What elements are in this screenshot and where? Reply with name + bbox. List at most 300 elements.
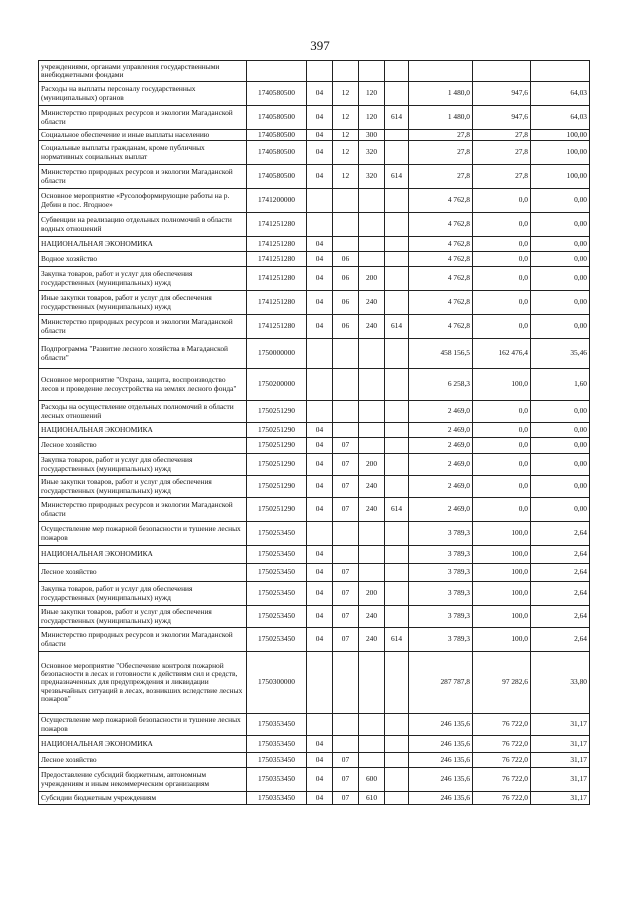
target-code-cell: 1750251290: [247, 498, 307, 522]
executed-amount-cell: 0,0: [473, 252, 531, 267]
row-name-cell: Социальное обеспечение и иные выплаты населению: [39, 130, 247, 141]
section-cell: 04: [307, 498, 333, 522]
table-row: [39, 141, 590, 165]
table-row: [39, 522, 590, 546]
target-code-cell: 1750253450: [247, 606, 307, 628]
approved-amount-cell: 2 469,0: [409, 498, 473, 522]
expense-type-cell: [359, 423, 385, 438]
expense-type-cell: 200: [359, 454, 385, 476]
subsection-cell: [333, 237, 359, 252]
execution-percent-cell: 2,64: [531, 546, 590, 564]
subsection-cell: 07: [333, 454, 359, 476]
subsection-cell: 12: [333, 141, 359, 165]
approved-amount-cell: 2 469,0: [409, 401, 473, 423]
section-cell: 04: [307, 267, 333, 291]
section-cell: [307, 339, 333, 369]
subsection-cell: [333, 423, 359, 438]
expense-type-cell: 240: [359, 315, 385, 339]
table-row: [39, 736, 590, 753]
ministry-code-cell: 614: [385, 165, 409, 189]
executed-amount-cell: 0,0: [473, 476, 531, 498]
expense-type-cell: [359, 339, 385, 369]
executed-amount-cell: 27,8: [473, 130, 531, 141]
ministry-code-cell: [385, 454, 409, 476]
executed-amount-cell: 100,0: [473, 628, 531, 652]
table-row: [39, 423, 590, 438]
subsection-cell: 07: [333, 768, 359, 792]
expense-type-cell: 240: [359, 498, 385, 522]
expense-type-cell: 240: [359, 606, 385, 628]
target-code-cell: 1740580500: [247, 141, 307, 165]
execution-percent-cell: 35,46: [531, 339, 590, 369]
execution-percent-cell: 0,00: [531, 498, 590, 522]
execution-percent-cell: 0,00: [531, 252, 590, 267]
subsection-cell: [333, 546, 359, 564]
row-name-cell: Лесное хозяйство: [39, 438, 247, 454]
expense-type-cell: [359, 438, 385, 454]
approved-amount-cell: 246 135,6: [409, 768, 473, 792]
expense-type-cell: 120: [359, 106, 385, 130]
section-cell: 04: [307, 106, 333, 130]
section-cell: [307, 522, 333, 546]
execution-percent-cell: 0,00: [531, 423, 590, 438]
row-name-cell: Министерство природных ресурсов и экологии Магаданской области: [39, 106, 247, 130]
executed-amount-cell: 76 722,0: [473, 768, 531, 792]
executed-amount-cell: 0,0: [473, 315, 531, 339]
execution-percent-cell: 0,00: [531, 267, 590, 291]
ministry-code-cell: [385, 736, 409, 753]
approved-amount-cell: 458 156,5: [409, 339, 473, 369]
approved-amount-cell: 2 469,0: [409, 438, 473, 454]
approved-amount-cell: 4 762,8: [409, 237, 473, 252]
executed-amount-cell: 27,8: [473, 141, 531, 165]
approved-amount-cell: 3 789,3: [409, 628, 473, 652]
table-row: [39, 438, 590, 454]
subsection-cell: [333, 652, 359, 714]
table-row: [39, 454, 590, 476]
section-cell: [307, 213, 333, 237]
expense-type-cell: 610: [359, 792, 385, 805]
target-code-cell: 1740580500: [247, 130, 307, 141]
ministry-code-cell: [385, 401, 409, 423]
expense-type-cell: 200: [359, 267, 385, 291]
row-name-cell: Иные закупки товаров, работ и услуг для обеспечения государственных (муниципальных) нужд: [39, 291, 247, 315]
expense-type-cell: [359, 189, 385, 213]
target-code-cell: 1750251290: [247, 423, 307, 438]
ministry-code-cell: [385, 339, 409, 369]
executed-amount-cell: 76 722,0: [473, 714, 531, 736]
row-name-cell: Иные закупки товаров, работ и услуг для обеспечения государственных (муниципальных) нужд: [39, 606, 247, 628]
section-cell: 04: [307, 454, 333, 476]
approved-amount-cell: 246 135,6: [409, 792, 473, 805]
section-cell: 04: [307, 237, 333, 252]
subsection-cell: [333, 369, 359, 401]
row-name-cell: Водное хозяйство: [39, 252, 247, 267]
target-code-cell: 1740580500: [247, 165, 307, 189]
executed-amount-cell: 100,0: [473, 582, 531, 606]
section-cell: 04: [307, 252, 333, 267]
executed-amount-cell: 100,0: [473, 546, 531, 564]
approved-amount-cell: 4 762,8: [409, 315, 473, 339]
section-cell: [307, 714, 333, 736]
subsection-cell: 06: [333, 252, 359, 267]
subsection-cell: 07: [333, 476, 359, 498]
target-code-cell: 1750200000: [247, 369, 307, 401]
target-code-cell: 1741251280: [247, 237, 307, 252]
approved-amount-cell: 2 469,0: [409, 454, 473, 476]
row-name-cell: Министерство природных ресурсов и экологии Магаданской области: [39, 315, 247, 339]
expense-type-cell: 240: [359, 476, 385, 498]
table-row: [39, 339, 590, 369]
target-code-cell: 1750251290: [247, 401, 307, 423]
executed-amount-cell: 97 282,6: [473, 652, 531, 714]
execution-percent-cell: 33,80: [531, 652, 590, 714]
target-code-cell: 1741251280: [247, 291, 307, 315]
target-code-cell: 1741251280: [247, 252, 307, 267]
section-cell: [307, 652, 333, 714]
subsection-cell: 06: [333, 315, 359, 339]
expense-type-cell: [359, 237, 385, 252]
approved-amount-cell: 3 789,3: [409, 522, 473, 546]
target-code-cell: 1741200000: [247, 189, 307, 213]
ministry-code-cell: [385, 82, 409, 106]
section-cell: 04: [307, 141, 333, 165]
target-code-cell: 1750253450: [247, 522, 307, 546]
row-name-cell: Расходы на осуществление отдельных полномочий в области лесных отношений: [39, 401, 247, 423]
execution-percent-cell: 2,64: [531, 628, 590, 652]
table-row: [39, 61, 590, 82]
ministry-code-cell: [385, 237, 409, 252]
executed-amount-cell: 27,8: [473, 165, 531, 189]
section-cell: [307, 189, 333, 213]
subsection-cell: 07: [333, 628, 359, 652]
expense-type-cell: [359, 61, 385, 82]
row-name-cell: Социальные выплаты гражданам, кроме публичных нормативных социальных выплат: [39, 141, 247, 165]
expense-type-cell: 240: [359, 628, 385, 652]
subsection-cell: 12: [333, 82, 359, 106]
ministry-code-cell: [385, 130, 409, 141]
executed-amount-cell: 76 722,0: [473, 753, 531, 768]
section-cell: 04: [307, 792, 333, 805]
table-row: [39, 652, 590, 714]
expense-type-cell: [359, 652, 385, 714]
ministry-code-cell: [385, 252, 409, 267]
execution-percent-cell: 100,00: [531, 165, 590, 189]
expense-type-cell: [359, 522, 385, 546]
section-cell: 04: [307, 476, 333, 498]
table-row: [39, 252, 590, 267]
row-name-cell: Министерство природных ресурсов и экологии Магаданской области: [39, 628, 247, 652]
execution-percent-cell: 2,64: [531, 522, 590, 546]
executed-amount-cell: 0,0: [473, 189, 531, 213]
ministry-code-cell: [385, 768, 409, 792]
table-row: [39, 315, 590, 339]
execution-percent-cell: 0,00: [531, 476, 590, 498]
execution-percent-cell: 1,60: [531, 369, 590, 401]
executed-amount-cell: 0,0: [473, 291, 531, 315]
row-name-cell: Лесное хозяйство: [39, 753, 247, 768]
approved-amount-cell: 1 480,0: [409, 82, 473, 106]
subsection-cell: [333, 61, 359, 82]
ministry-code-cell: [385, 267, 409, 291]
execution-percent-cell: 2,64: [531, 582, 590, 606]
subsection-cell: 07: [333, 792, 359, 805]
target-code-cell: 1750353450: [247, 792, 307, 805]
ministry-code-cell: [385, 546, 409, 564]
execution-percent-cell: 100,00: [531, 130, 590, 141]
target-code-cell: 1740580500: [247, 106, 307, 130]
ministry-code-cell: [385, 753, 409, 768]
row-name-cell: Осуществление мер пожарной безопасности и тушение лесных пожаров: [39, 522, 247, 546]
subsection-cell: 07: [333, 564, 359, 582]
execution-percent-cell: 31,17: [531, 792, 590, 805]
row-name-cell: Основное мероприятие "Охрана, защита, воспроизводство лесов и проведение лесоустройства на землях лесного фонда": [39, 369, 247, 401]
row-name-cell: Расходы на выплаты персоналу государственных (муниципальных) органов: [39, 82, 247, 106]
row-name-cell: Субсидии бюджетным учреждениям: [39, 792, 247, 805]
executed-amount-cell: 0,0: [473, 423, 531, 438]
target-code-cell: 1750353450: [247, 753, 307, 768]
approved-amount-cell: 27,8: [409, 165, 473, 189]
target-code-cell: 1750253450: [247, 628, 307, 652]
expense-type-cell: [359, 714, 385, 736]
table-row: [39, 498, 590, 522]
execution-percent-cell: 0,00: [531, 189, 590, 213]
approved-amount-cell: 287 787,8: [409, 652, 473, 714]
section-cell: [307, 61, 333, 82]
table-row: [39, 165, 590, 189]
subsection-cell: 07: [333, 606, 359, 628]
ministry-code-cell: [385, 423, 409, 438]
subsection-cell: 12: [333, 165, 359, 189]
section-cell: 04: [307, 130, 333, 141]
ministry-code-cell: [385, 189, 409, 213]
target-code-cell: 1750000000: [247, 339, 307, 369]
ministry-code-cell: 614: [385, 106, 409, 130]
row-name-cell: учреждениями, органами управления государственными внебюджетными фондами: [39, 61, 247, 82]
row-name-cell: Субвенции на реализацию отдельных полномочий в области водных отношений: [39, 213, 247, 237]
ministry-code-cell: [385, 61, 409, 82]
expense-type-cell: [359, 252, 385, 267]
approved-amount-cell: 6 258,3: [409, 369, 473, 401]
executed-amount-cell: 100,0: [473, 522, 531, 546]
execution-percent-cell: 0,00: [531, 454, 590, 476]
approved-amount-cell: 246 135,6: [409, 753, 473, 768]
section-cell: [307, 401, 333, 423]
subsection-cell: 07: [333, 438, 359, 454]
subsection-cell: [333, 736, 359, 753]
section-cell: 04: [307, 582, 333, 606]
table-row: [39, 546, 590, 564]
row-name-cell: Министерство природных ресурсов и экологии Магаданской области: [39, 165, 247, 189]
target-code-cell: 1750353450: [247, 736, 307, 753]
section-cell: 04: [307, 165, 333, 189]
execution-percent-cell: 0,00: [531, 213, 590, 237]
table-row: [39, 267, 590, 291]
execution-percent-cell: 100,00: [531, 141, 590, 165]
section-cell: 04: [307, 736, 333, 753]
expense-type-cell: 240: [359, 291, 385, 315]
target-code-cell: 1750353450: [247, 768, 307, 792]
row-name-cell: Основное мероприятие «Русолоформирующие работы на р. Дебин в пос. Ягодное»: [39, 189, 247, 213]
table-row: [39, 768, 590, 792]
approved-amount-cell: 4 762,8: [409, 189, 473, 213]
row-name-cell: Предоставление субсидий бюджетным, автономным учреждениям и иным некоммерческим организациям: [39, 768, 247, 792]
subsection-cell: [333, 213, 359, 237]
ministry-code-cell: [385, 213, 409, 237]
expense-type-cell: [359, 564, 385, 582]
execution-percent-cell: 64,03: [531, 106, 590, 130]
execution-percent-cell: 31,17: [531, 768, 590, 792]
executed-amount-cell: 0,0: [473, 498, 531, 522]
table-row: [39, 714, 590, 736]
row-name-cell: НАЦИОНАЛЬНАЯ ЭКОНОМИКА: [39, 237, 247, 252]
expense-type-cell: [359, 546, 385, 564]
approved-amount-cell: 4 762,8: [409, 252, 473, 267]
approved-amount-cell: 27,8: [409, 130, 473, 141]
execution-percent-cell: 31,17: [531, 736, 590, 753]
ministry-code-cell: [385, 141, 409, 165]
execution-percent-cell: 2,64: [531, 564, 590, 582]
row-name-cell: Осуществление мер пожарной безопасности и тушение лесных пожаров: [39, 714, 247, 736]
approved-amount-cell: 3 789,3: [409, 564, 473, 582]
table-row: [39, 213, 590, 237]
executed-amount-cell: [473, 61, 531, 82]
table-row: [39, 753, 590, 768]
target-code-cell: [247, 61, 307, 82]
expense-type-cell: 200: [359, 582, 385, 606]
approved-amount-cell: 246 135,6: [409, 736, 473, 753]
executed-amount-cell: 76 722,0: [473, 736, 531, 753]
execution-percent-cell: 2,64: [531, 606, 590, 628]
subsection-cell: [333, 401, 359, 423]
row-name-cell: Министерство природных ресурсов и экологии Магаданской области: [39, 498, 247, 522]
section-cell: 04: [307, 606, 333, 628]
executed-amount-cell: 100,0: [473, 606, 531, 628]
row-name-cell: Иные закупки товаров, работ и услуг для обеспечения государственных (муниципальных) нужд: [39, 476, 247, 498]
executed-amount-cell: 0,0: [473, 213, 531, 237]
approved-amount-cell: 3 789,3: [409, 546, 473, 564]
approved-amount-cell: 246 135,6: [409, 714, 473, 736]
execution-percent-cell: [531, 61, 590, 82]
section-cell: 04: [307, 753, 333, 768]
ministry-code-cell: 614: [385, 498, 409, 522]
ministry-code-cell: [385, 291, 409, 315]
execution-percent-cell: 0,00: [531, 237, 590, 252]
table-row: [39, 792, 590, 805]
section-cell: 04: [307, 438, 333, 454]
expense-type-cell: 120: [359, 82, 385, 106]
executed-amount-cell: 162 476,4: [473, 339, 531, 369]
subsection-cell: 07: [333, 582, 359, 606]
target-code-cell: 1740580500: [247, 82, 307, 106]
approved-amount-cell: 1 480,0: [409, 106, 473, 130]
ministry-code-cell: [385, 438, 409, 454]
ministry-code-cell: [385, 476, 409, 498]
ministry-code-cell: [385, 652, 409, 714]
target-code-cell: 1741251280: [247, 213, 307, 237]
approved-amount-cell: 4 762,8: [409, 291, 473, 315]
table-row: [39, 606, 590, 628]
execution-percent-cell: 31,17: [531, 714, 590, 736]
subsection-cell: 06: [333, 291, 359, 315]
row-name-cell: Основное мероприятие "Обеспечение контроля пожарной безопасности в лесах и готовности к действиям сил и средств, предназначенных для предупреждения и ликвидации чрезвычайных ситуаций в лесах, возникших вследствие лесных пожаров": [39, 652, 247, 714]
target-code-cell: 1750251290: [247, 454, 307, 476]
target-code-cell: 1741251280: [247, 267, 307, 291]
subsection-cell: [333, 714, 359, 736]
subsection-cell: [333, 339, 359, 369]
approved-amount-cell: 3 789,3: [409, 606, 473, 628]
budget-table-body: [39, 61, 590, 805]
table-row: [39, 401, 590, 423]
executed-amount-cell: 100,0: [473, 564, 531, 582]
row-name-cell: НАЦИОНАЛЬНАЯ ЭКОНОМИКА: [39, 546, 247, 564]
target-code-cell: 1750251290: [247, 476, 307, 498]
executed-amount-cell: 0,0: [473, 438, 531, 454]
executed-amount-cell: 0,0: [473, 454, 531, 476]
ministry-code-cell: [385, 522, 409, 546]
row-name-cell: Подпрограмма "Развитие лесного хозяйства в Магаданской области": [39, 339, 247, 369]
expense-type-cell: 300: [359, 130, 385, 141]
expense-type-cell: 320: [359, 141, 385, 165]
section-cell: [307, 369, 333, 401]
table-row: [39, 189, 590, 213]
page-number: 397: [310, 38, 330, 53]
execution-percent-cell: 31,17: [531, 753, 590, 768]
execution-percent-cell: 0,00: [531, 315, 590, 339]
executed-amount-cell: 0,0: [473, 237, 531, 252]
section-cell: 04: [307, 546, 333, 564]
executed-amount-cell: 947,6: [473, 82, 531, 106]
execution-percent-cell: 0,00: [531, 438, 590, 454]
approved-amount-cell: 27,8: [409, 141, 473, 165]
expense-type-cell: [359, 369, 385, 401]
table-row: [39, 564, 590, 582]
executed-amount-cell: 947,6: [473, 106, 531, 130]
approved-amount-cell: 3 789,3: [409, 582, 473, 606]
expense-type-cell: [359, 401, 385, 423]
subsection-cell: [333, 522, 359, 546]
expense-type-cell: [359, 736, 385, 753]
ministry-code-cell: 614: [385, 315, 409, 339]
subsection-cell: 07: [333, 753, 359, 768]
row-name-cell: Закупка товаров, работ и услуг для обеспечения государственных (муниципальных) нужд: [39, 454, 247, 476]
section-cell: 04: [307, 82, 333, 106]
subsection-cell: 12: [333, 130, 359, 141]
table-row: [39, 582, 590, 606]
target-code-cell: 1750353450: [247, 714, 307, 736]
ministry-code-cell: [385, 582, 409, 606]
row-name-cell: НАЦИОНАЛЬНАЯ ЭКОНОМИКА: [39, 423, 247, 438]
row-name-cell: Закупка товаров, работ и услуг для обеспечения государственных (муниципальных) нужд: [39, 267, 247, 291]
table-row: [39, 82, 590, 106]
target-code-cell: 1750253450: [247, 546, 307, 564]
table-row: [39, 476, 590, 498]
execution-percent-cell: 64,03: [531, 82, 590, 106]
target-code-cell: 1741251280: [247, 315, 307, 339]
approved-amount-cell: [409, 61, 473, 82]
section-cell: 04: [307, 628, 333, 652]
row-name-cell: НАЦИОНАЛЬНАЯ ЭКОНОМИКА: [39, 736, 247, 753]
ministry-code-cell: [385, 714, 409, 736]
expense-type-cell: 600: [359, 768, 385, 792]
table-row: [39, 291, 590, 315]
expense-type-cell: [359, 753, 385, 768]
table-row: [39, 237, 590, 252]
executed-amount-cell: 76 722,0: [473, 792, 531, 805]
section-cell: 04: [307, 315, 333, 339]
section-cell: 04: [307, 291, 333, 315]
executed-amount-cell: 100,0: [473, 369, 531, 401]
